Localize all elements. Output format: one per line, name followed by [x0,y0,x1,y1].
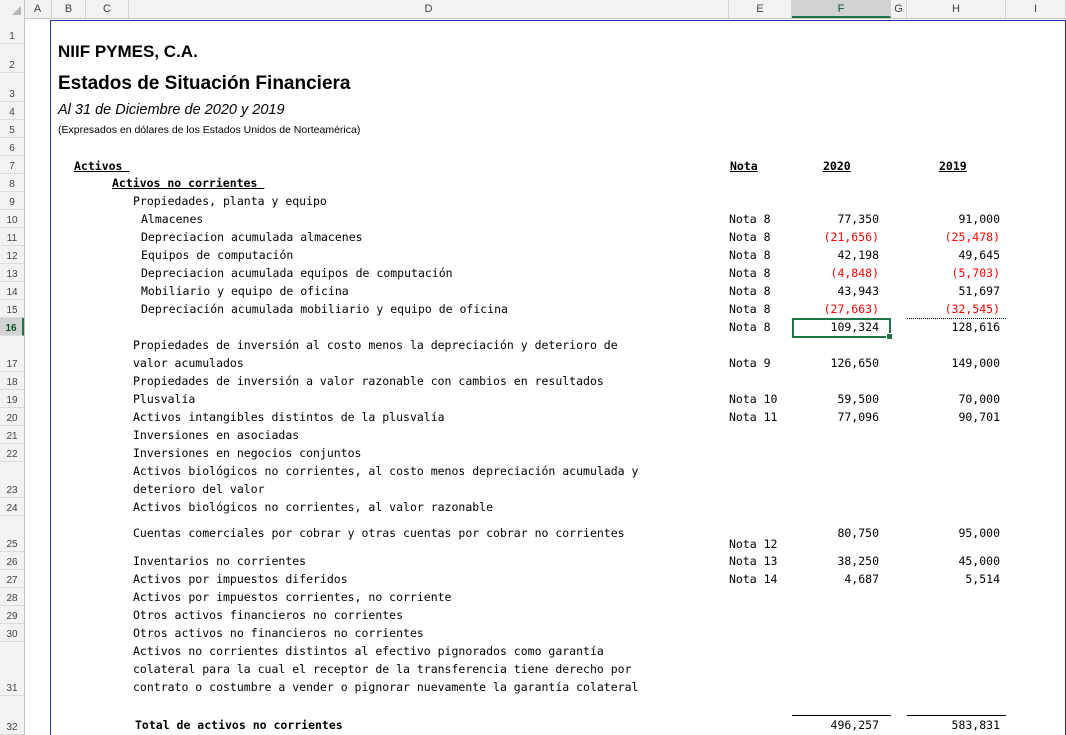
column-header-e[interactable]: E [729,0,792,18]
row-15-label[interactable]: Depreciación acumulada mobiliario y equipo de oficina [141,302,508,316]
row-26-nota[interactable]: Nota 13 [729,554,778,568]
row-31-label-line3[interactable]: contrato o costumbre a vender o pignorar nuevamente la garantía colateral [133,680,639,694]
row-header-25[interactable]: 25 [0,516,24,552]
row-30-label[interactable]: Otros activos no financieros no corrientes [133,626,424,640]
company-name[interactable]: NIIF PYMES, C.A. [58,42,198,61]
row-header-23[interactable]: 23 [0,462,24,498]
row-28-label[interactable]: Activos por impuestos corrientes, no corriente [133,590,452,604]
row-header-28[interactable]: 28 [0,588,24,606]
row-13-nota[interactable]: Nota 8 [729,266,771,280]
row-32-value-2020[interactable]: 496,257 [830,718,879,732]
row-19-value-2019[interactable]: 70,000 [958,392,1000,406]
row-10-value-2019[interactable]: 91,000 [958,212,1000,226]
row-11-nota[interactable]: Nota 8 [729,230,771,244]
column-header-a[interactable]: A [24,0,52,18]
row-header-8[interactable]: 8 [0,174,24,192]
row-header-29[interactable]: 29 [0,606,24,624]
row-13-label[interactable]: Depreciacion acumulada equipos de computación [141,266,453,280]
row-23-label-line2[interactable]: deterioro del valor [133,482,265,496]
row-27-value-2020[interactable]: 4,687 [844,572,879,586]
row-26-label[interactable]: Inventarios no corrientes [133,554,307,568]
row-16-value-2020[interactable]: 109,324 [830,320,879,334]
row-header-14[interactable]: 14 [0,282,24,300]
row-14-value-2020[interactable]: 43,943 [837,284,879,298]
row-27-label[interactable]: Activos por impuestos diferidos [133,572,348,586]
row-header-10[interactable]: 10 [0,210,24,228]
row-16-value-2019[interactable]: 128,616 [951,320,1000,334]
row-25-label[interactable]: Cuentas comerciales por cobrar y otras cuentas por cobrar no corrientes [133,526,625,540]
row-header-13[interactable]: 13 [0,264,24,282]
row-header-16[interactable]: 16 [0,318,24,336]
row-header-1[interactable]: 1 [0,20,24,44]
dotted-border-h15 [907,318,1006,319]
row-header-11[interactable]: 11 [0,228,24,246]
row-16-nota[interactable]: Nota 8 [729,320,771,334]
row-27-nota[interactable]: Nota 14 [729,572,778,586]
column-header-g[interactable]: G [891,0,907,18]
row-header-15[interactable]: 15 [0,300,24,318]
row-header-12[interactable]: 12 [0,246,24,264]
row-header-9[interactable]: 9 [0,192,24,210]
row-12-label[interactable]: Equipos de computación [141,248,294,262]
row-header-32[interactable]: 32 [0,696,24,735]
row-17-label-line2[interactable]: valor acumulados [133,356,244,370]
column-header-d[interactable]: D [129,0,729,18]
row-12-value-2020[interactable]: 42,198 [837,248,879,262]
column-header-c[interactable]: C [86,0,129,18]
row-header-7[interactable]: 7 [0,156,24,174]
row-10-value-2020[interactable]: 77,350 [837,212,879,226]
row-header-3[interactable]: 3 [0,73,24,102]
active-cell-selection[interactable] [792,318,891,338]
row-14-label[interactable]: Mobiliario y equipo de oficina [141,284,349,298]
row-13-value-2019[interactable]: (5,703) [951,266,1000,280]
column-header-i[interactable]: I [1006,0,1066,18]
row-11-label[interactable]: Depreciacion acumulada almacenes [141,230,363,244]
row-23-label[interactable]: Activos biológicos no corrientes, al costo menos depreciación acumulada y [133,464,639,478]
row-header-24[interactable]: 24 [0,498,24,516]
row-25-value-2020[interactable]: 80,750 [837,526,879,540]
select-all-corner[interactable] [0,0,25,18]
row-15-nota[interactable]: Nota 8 [729,302,771,316]
statement-subtitle[interactable]: (Expresados en dólares de los Estados Unidos de Norteamérica) [58,124,361,136]
row-header-31[interactable]: 31 [0,642,24,696]
row-26-value-2020[interactable]: 38,250 [837,554,879,568]
row-17-nota[interactable]: Nota 9 [729,356,771,370]
column-header-b[interactable]: B [52,0,86,18]
row-32-label[interactable]: Total de activos no corrientes [135,718,343,732]
row-header-26[interactable]: 26 [0,552,24,570]
header-2019[interactable]: 2019 [939,159,967,173]
row-19-nota[interactable]: Nota 10 [729,392,778,406]
row-15-value-2019[interactable]: (32,545) [944,302,1000,316]
row-25-value-2019[interactable]: 95,000 [958,526,1000,540]
row-header-17[interactable]: 17 [0,336,24,372]
column-header-h[interactable]: H [907,0,1006,18]
row-11-value-2020[interactable]: (21,656) [823,230,879,244]
header-2020[interactable]: 2020 [823,159,851,173]
column-header-f[interactable]: F [792,0,891,18]
row-header-4[interactable]: 4 [0,102,24,120]
row-20-value-2020[interactable]: 77,096 [837,410,879,424]
row-20-nota[interactable]: Nota 11 [729,410,778,424]
row-22-label[interactable]: Inversiones en negocios conjuntos [133,446,362,460]
row-20-value-2019[interactable]: 90,701 [958,410,1000,424]
row-15-value-2020[interactable]: (27,663) [823,302,879,316]
row-31-label-line2[interactable]: colateral para la cual el receptor de la transferencia tiene derecho por [133,662,632,676]
total-rule-2020 [792,715,891,716]
row-11-value-2019[interactable]: (25,478) [944,230,1000,244]
row-header-6[interactable]: 6 [0,138,24,156]
row-19-label[interactable]: Plusvalía [133,392,196,406]
row-12-nota[interactable]: Nota 8 [729,248,771,262]
row-header-21[interactable]: 21 [0,426,24,444]
row-9-label[interactable]: Propiedades, planta y equipo [133,194,327,208]
row-header-22[interactable]: 22 [0,444,24,462]
row-19-value-2020[interactable]: 59,500 [837,392,879,406]
row-26-value-2019[interactable]: 45,000 [958,554,1000,568]
row-17-label[interactable]: Propiedades de inversión al costo menos la depreciación y deterioro de [133,338,618,352]
row-25-nota[interactable]: Nota 12 [729,537,778,551]
statement-date[interactable]: Al 31 de Diciembre de 2020 y 2019 [58,102,285,118]
row-18-label[interactable]: Propiedades de inversión a valor razonable con cambios en resultados [133,374,604,388]
row-header-30[interactable]: 30 [0,624,24,642]
row-header-18[interactable]: 18 [0,372,24,390]
row-17-value-2020[interactable]: 126,650 [830,356,879,370]
row-27-value-2019[interactable]: 5,514 [965,572,1000,586]
total-rule-2019 [907,715,1006,716]
row-header-27[interactable]: 27 [0,570,24,588]
row-14-value-2019[interactable]: 51,697 [958,284,1000,298]
row-header-20[interactable]: 20 [0,408,24,426]
row-20-label[interactable]: Activos intangibles distintos de la plusvalía [133,410,445,424]
row-header-19[interactable]: 19 [0,390,24,408]
row-24-label[interactable]: Activos biológicos no corrientes, al valor razonable [133,500,494,514]
row-13-value-2020[interactable]: (4,848) [830,266,879,280]
row-10-nota[interactable]: Nota 8 [729,212,771,226]
row-header-5[interactable]: 5 [0,120,24,138]
row-31-label[interactable]: Activos no corrientes distintos al efectivo pignorados como garantía [133,644,604,658]
section-activos[interactable]: Activos [74,159,130,173]
row-17-value-2019[interactable]: 149,000 [951,356,1000,370]
row-10-label[interactable]: Almacenes [141,212,204,226]
row-header-2[interactable]: 2 [0,44,24,73]
row-21-label[interactable]: Inversiones en asociadas [133,428,300,442]
row-8-label[interactable]: Activos no corrientes [112,176,265,190]
row-14-nota[interactable]: Nota 8 [729,284,771,298]
header-nota[interactable]: Nota [730,159,758,173]
row-12-value-2019[interactable]: 49,645 [958,248,1000,262]
row-32-value-2019[interactable]: 583,831 [951,718,1000,732]
statement-title[interactable]: Estados de Situación Financiera [58,73,351,94]
row-29-label[interactable]: Otros activos financieros no corrientes [133,608,404,622]
